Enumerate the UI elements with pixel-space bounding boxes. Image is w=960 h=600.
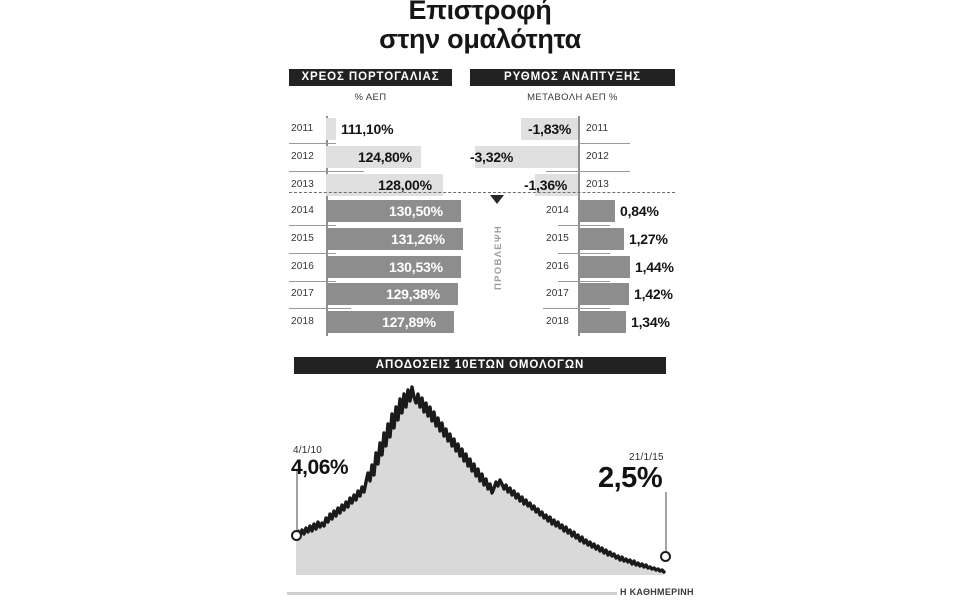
growth-panel-subheader: ΜΕΤΑΒΟΛΗ ΑΕΠ % xyxy=(527,92,618,103)
debt-rowline xyxy=(289,253,336,254)
debt-value-2018: 127,89% xyxy=(382,314,436,330)
growth-rowline xyxy=(543,308,610,309)
debt-value-2013: 128,00% xyxy=(378,177,432,193)
growth-value-2018: 1,34% xyxy=(631,314,670,330)
growth-year-2014: 2014 xyxy=(546,205,570,216)
growth-year-2016: 2016 xyxy=(546,261,570,272)
debt-rowline xyxy=(289,143,336,144)
debt-rowline xyxy=(289,281,336,282)
debt-year-2015: 2015 xyxy=(291,233,315,244)
growth-rowline xyxy=(558,281,610,282)
debt-value-2015: 131,26% xyxy=(391,231,445,247)
debt-year-2014: 2014 xyxy=(291,205,315,216)
growth-value-2014: 0,84% xyxy=(620,203,659,219)
forecast-label: ΠΡΟΒΛΕΨΗ xyxy=(493,224,504,290)
end-point-marker xyxy=(660,551,671,562)
debt-year-2018: 2018 xyxy=(291,316,315,327)
title-line-2: στην ομαλότητα xyxy=(379,24,581,54)
debt-value-2016: 130,53% xyxy=(389,259,443,275)
growth-rowline xyxy=(558,225,610,226)
growth-bar-2017 xyxy=(579,283,629,305)
debt-year-2011: 2011 xyxy=(291,123,314,134)
debt-year-2017: 2017 xyxy=(291,288,315,299)
debt-bar-2011 xyxy=(326,118,336,140)
debt-panel-subheader: % ΑΕΠ xyxy=(354,92,387,103)
debt-year-2012: 2012 xyxy=(291,151,315,162)
growth-year-2017: 2017 xyxy=(546,288,570,299)
growth-value-2013: -1,36% xyxy=(524,177,568,193)
title-line-1: Επιστροφή xyxy=(408,0,552,25)
start-point-marker xyxy=(291,530,302,541)
growth-value-2017: 1,42% xyxy=(634,286,673,302)
footer-rule xyxy=(287,592,617,595)
growth-rowline xyxy=(558,253,610,254)
start-value-label: 4,06% xyxy=(291,456,349,479)
page-title xyxy=(0,0,960,54)
debt-value-2011: 111,10% xyxy=(341,121,394,137)
growth-year-2018: 2018 xyxy=(546,316,570,327)
debt-rowline xyxy=(289,225,336,226)
growth-rowline xyxy=(578,143,630,144)
debt-value-2014: 130,50% xyxy=(389,203,443,219)
debt-rowline xyxy=(289,171,364,172)
growth-value-2011: -1,83% xyxy=(528,121,572,137)
footer-brand: Η ΚΑΘΗΜΕΡΙΝΗ xyxy=(620,587,694,597)
growth-rowline xyxy=(546,171,580,172)
growth-year-2015: 2015 xyxy=(546,233,570,244)
debt-value-2012: 124,80% xyxy=(358,149,412,165)
growth-year-2012: 2012 xyxy=(586,151,610,162)
end-date-label: 21/1/15 xyxy=(629,452,664,463)
growth-bar-2015 xyxy=(579,228,624,250)
growth-panel-header: ΡΥΘΜΟΣ ΑΝΑΠΤΥΞΗΣ xyxy=(470,69,675,86)
debt-rowline xyxy=(289,308,351,309)
debt-panel-header: ΧΡΕΟΣ ΠΟΡΤΟΓΑΛΙΑΣ xyxy=(289,69,452,86)
bonds-panel-header: ΑΠΟΔΟΣΕΙΣ 10ΕΤΩΝ ΟΜΟΛΟΓΩΝ xyxy=(294,357,666,374)
growth-rowline xyxy=(578,171,630,172)
growth-bar-2014 xyxy=(579,200,615,222)
growth-value-2015: 1,27% xyxy=(629,231,668,247)
growth-value-2012: -3,32% xyxy=(470,149,514,165)
forecast-divider xyxy=(289,192,675,193)
growth-year-2011: 2011 xyxy=(586,123,609,134)
end-value-label: 2,5% xyxy=(598,462,663,494)
forecast-arrow-icon xyxy=(490,195,504,204)
growth-value-2016: 1,44% xyxy=(635,259,674,275)
growth-bar-2016 xyxy=(579,256,630,278)
start-date-label: 4/1/10 xyxy=(293,445,323,456)
debt-year-2016: 2016 xyxy=(291,261,315,272)
end-marker-stalk xyxy=(665,492,667,554)
growth-bar-2018 xyxy=(579,311,626,333)
debt-year-2013: 2013 xyxy=(291,179,315,190)
debt-value-2017: 129,38% xyxy=(386,286,440,302)
growth-year-2013: 2013 xyxy=(586,179,610,190)
